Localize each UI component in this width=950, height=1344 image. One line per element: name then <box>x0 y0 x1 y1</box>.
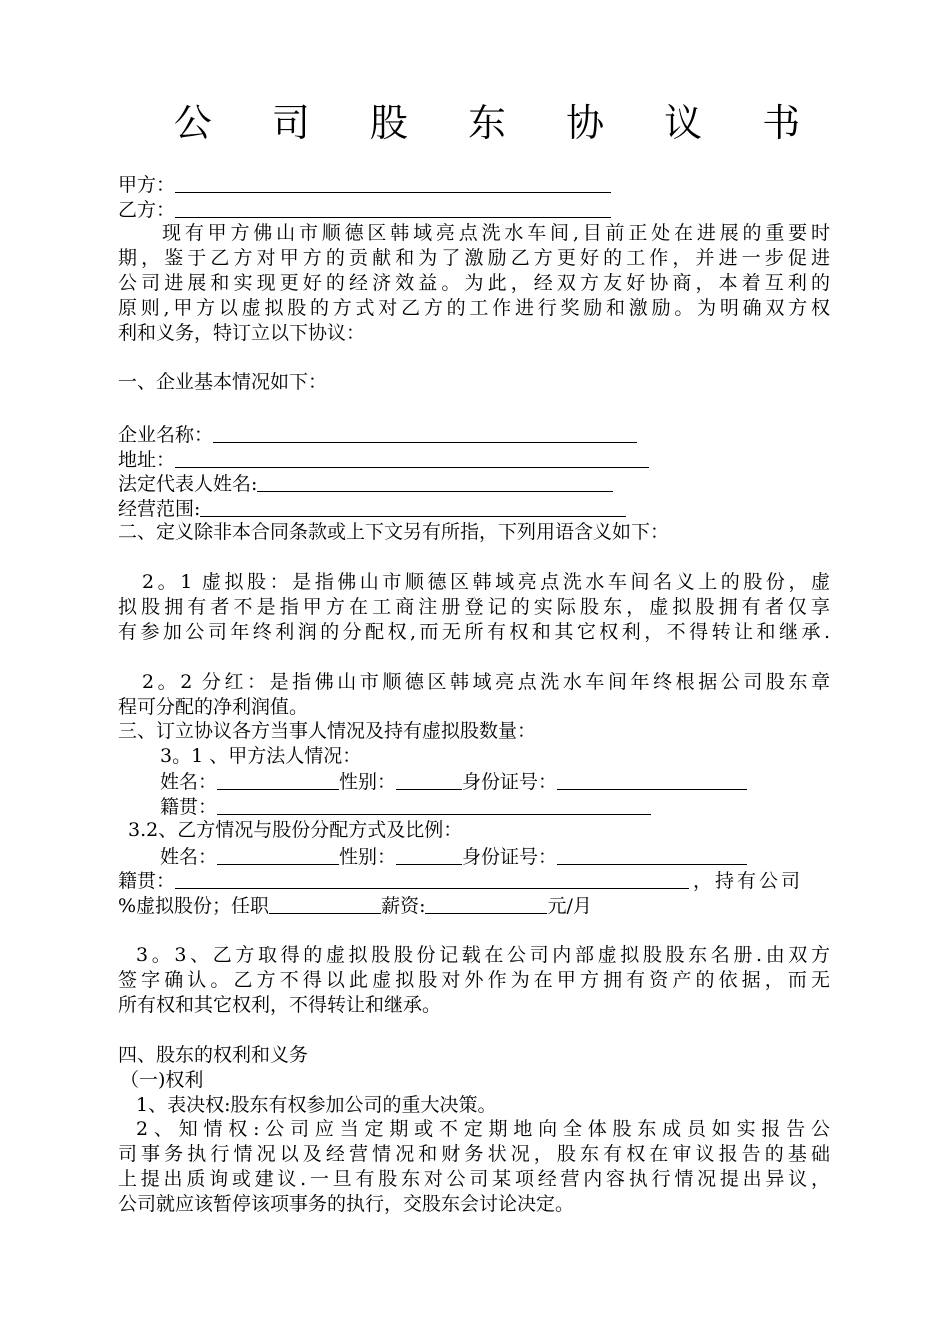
definition-line: 2。1 虚拟股：是指佛山市顺德区韩域亮点洗水车间名义上的股份，虚 <box>142 571 830 593</box>
right-2-line: 上提出质询或建议.一旦有股东对公司某项经营内容执行情况提出异议， <box>118 1168 830 1190</box>
native-label: 籍贯： <box>118 870 176 892</box>
id-blank[interactable] <box>557 844 747 865</box>
definition-line: 拟股拥有者不是指甲方在工商注册登记的实际股东，虚拟股拥有者仅享 <box>118 596 830 618</box>
company-name-blank[interactable] <box>213 422 637 443</box>
party-b-line <box>118 197 830 222</box>
party-a-line <box>118 172 830 197</box>
party-a-label: 甲方： <box>118 174 176 196</box>
legal-rep-blank[interactable] <box>257 471 613 492</box>
intro-line: 公司进展和实现更好的经济效益。为此，经双方友好协商，本着互利的 <box>118 272 830 294</box>
name-label: 姓名： <box>160 771 218 793</box>
party-b-native-line <box>118 868 830 893</box>
business-scope-blank[interactable] <box>200 496 626 517</box>
salary-blank[interactable] <box>425 893 547 914</box>
address-label: 地址： <box>118 449 176 471</box>
party-a-person-line <box>118 769 872 794</box>
name-label: 姓名： <box>160 846 218 868</box>
party-b-blank[interactable] <box>175 197 611 218</box>
section-1-heading: 一、企业基本情况如下： <box>118 371 328 393</box>
intro-line: 原则,甲方以虚拟股的方式对乙方的工作进行奖励和激励。为明确双方权 <box>118 297 830 319</box>
subsection-3-1-heading: 3。1 、甲方法人情况： <box>160 745 362 767</box>
business-scope-line <box>118 496 830 521</box>
section-4-heading: 四、股东的权利和义务 <box>118 1044 309 1066</box>
percent-label: %虚拟股份；任职 <box>118 895 270 917</box>
party-a-blank[interactable] <box>175 172 611 193</box>
salary-unit: 元/月 <box>547 895 592 917</box>
name-blank[interactable] <box>217 769 339 790</box>
rights-heading: （一)权利 <box>120 1069 204 1091</box>
clause-3-3-line: 所有权和其它权利，不得转让和继承。 <box>118 994 442 1016</box>
business-scope-label: 经营范围: <box>118 498 201 520</box>
intro-line: 期，鉴于乙方对甲方的贡献和为了激励乙方更好的工作，并进一步促进 <box>118 247 830 269</box>
address-line <box>118 447 830 472</box>
right-2-line: 2、知情权:公司应当定期或不定期地向全体股东成员如实报告公 <box>136 1118 830 1140</box>
company-name-line <box>118 422 830 447</box>
address-blank[interactable] <box>175 447 649 468</box>
definition-line: 2。2 分红：是指佛山市顺德区韩域亮点洗水车间年终根据公司股东章 <box>142 671 830 693</box>
right-1: 1、表决权:股东有权参加公司的重大决策。 <box>136 1094 497 1116</box>
salary-label: 薪资: <box>381 895 426 917</box>
party-b-share-line <box>118 893 830 918</box>
definition-line: 程可分配的净利润值。 <box>118 696 309 718</box>
id-label: 身份证号： <box>462 771 558 793</box>
name-blank[interactable] <box>217 844 339 865</box>
intro-line: 现有甲方佛山市顺德区韩域亮点洗水车间,目前正处在进展的重要时 <box>162 222 830 244</box>
native-blank[interactable] <box>175 868 689 889</box>
document-title: 公 司 股 东 协 议 书 <box>173 101 825 145</box>
party-b-label: 乙方： <box>118 199 176 221</box>
company-name-label: 企业名称： <box>118 424 214 446</box>
gender-label: 性别： <box>339 771 397 793</box>
native-label: 籍贯： <box>160 796 218 818</box>
gender-label: 性别： <box>339 846 397 868</box>
clause-3-3-line: 3。3、乙方取得的虚拟股股份记载在公司内部虚拟股股东名册.由双方 <box>136 944 830 966</box>
right-2-line: 公司就应该暂停该项事务的执行，交股东会讨论决定。 <box>118 1193 575 1215</box>
gender-blank[interactable] <box>396 844 462 865</box>
party-a-native-line <box>118 794 872 819</box>
position-blank[interactable] <box>269 893 381 914</box>
right-2-line: 司事务执行情况以及经营情况和财务状况，股东有权在审议报告的基础 <box>118 1143 830 1165</box>
legal-rep-label: 法定代表人姓名: <box>118 473 258 495</box>
id-label: 身份证号： <box>462 846 558 868</box>
id-blank[interactable] <box>557 769 747 790</box>
subsection-3-2-heading: 3.2、乙方情况与股份分配方式及比例： <box>128 819 463 841</box>
definition-line: 有参加公司年终利润的分配权,而无所有权和其它权利，不得转让和继承. <box>118 621 830 643</box>
section-3-heading: 三、订立协议各方当事人情况及持有虚拟股数量： <box>118 720 537 742</box>
gender-blank[interactable] <box>396 769 462 790</box>
party-b-person-line <box>118 844 872 869</box>
intro-line: 利和义务，特订立以下协议： <box>118 322 366 344</box>
clause-3-3-line: 签字确认。乙方不得以此虚拟股对外作为在甲方拥有资产的依据，而无 <box>118 969 830 991</box>
holds-label: ，持有公司 <box>693 870 804 892</box>
legal-rep-line <box>118 471 830 496</box>
native-blank[interactable] <box>217 794 651 815</box>
section-2-heading: 二、定义除非本合同条款或上下文另有所指，下列用语含义如下： <box>118 521 670 543</box>
